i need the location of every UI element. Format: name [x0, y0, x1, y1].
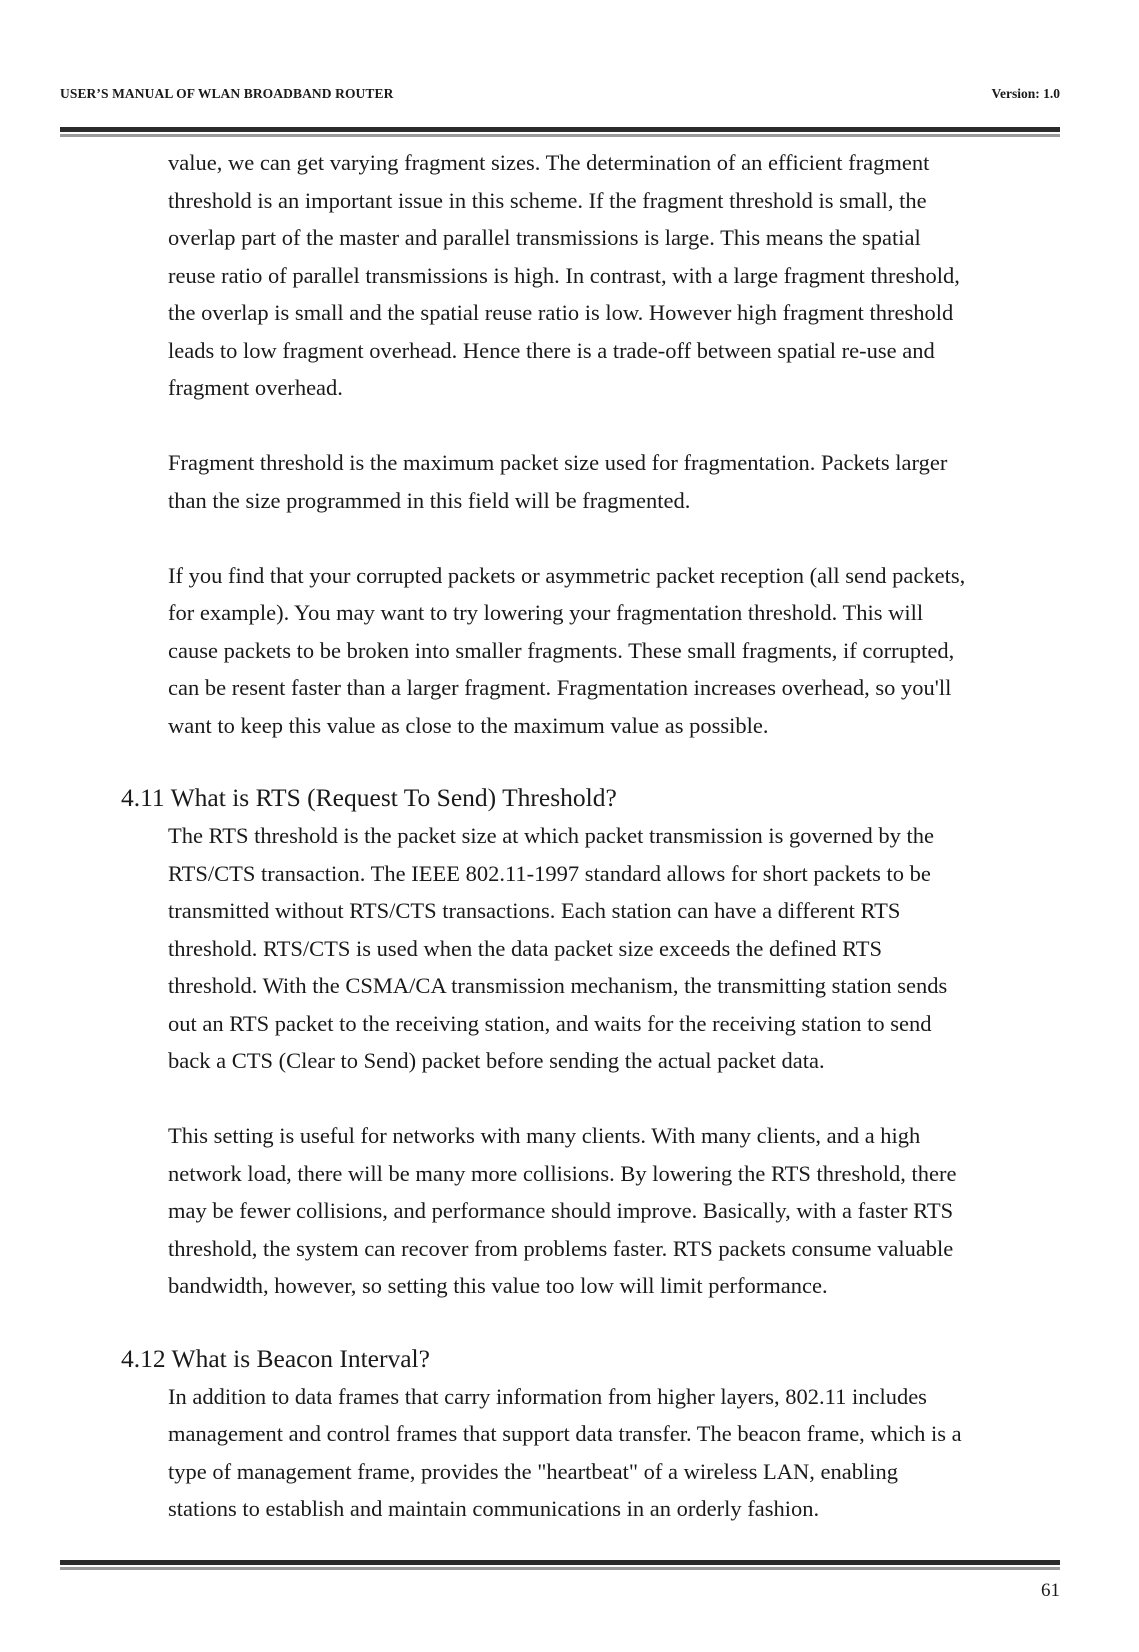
version-label: Version: 1.0 — [991, 86, 1060, 101]
body-paragraph: value, we can get varying fragment sizes. The determination of an efficient fragment threshold is an important issue in this scheme. If the fragment threshold is small, the overlap part of the master and parallel transmissions is large. This means the spatial reuse ratio of parallel transmissions is high. In contrast, with a large fragment threshold, the overlap is small and the spatial reuse ratio is low. However high fragment threshold leads to low fragment overhead. Hence there is a trade-off between spatial re-use and fragment overhead. — [168, 150, 960, 400]
section-heading-4-12: 4.12 What is Beacon Interval? — [121, 1343, 430, 1373]
footer-rule — [60, 1560, 1060, 1570]
header-rule — [60, 127, 1060, 137]
page-body — [121, 144, 1068, 1528]
body-paragraph: Fragment threshold is the maximum packet size used for fragmentation. Packets larger than the size programmed in this field will be fragmented. — [168, 450, 948, 513]
body-paragraph: The RTS threshold is the packet size at which packet transmission is governed by the RTS/CTS transaction. The IEEE 802.11-1997 standard allows for short packets to be transmitted without RTS/CTS transactions. Each station can have a different RTS threshold. RTS/CTS is used when the data packet size exceeds the defined RTS threshold. With the CSMA/CA transmission mechanism, the transmitting station sends out an RTS packet to the receiving station, and waits for the receiving station to send back a CTS (Clear to Send) packet before sending the actual packet data. — [168, 823, 948, 1073]
page-number: 61 — [1041, 1580, 1060, 1601]
body-paragraph: This setting is useful for networks with many clients. With many clients, and a high network load, there will be many more collisions. By lowering the RTS threshold, there may be fewer collisions, and performance should improve. Basically, with a faster RTS threshold, the system can recover from problems faster. RTS packets consume valuable bandwidth, however, so setting this value too low will limit performance. — [168, 1123, 957, 1298]
manual-title: USER’S MANUAL OF WLAN BROADBAND ROUTER — [60, 86, 394, 101]
section-heading-4-11: 4.11 What is RTS (Request To Send) Threshold? — [121, 783, 617, 812]
body-paragraph: In addition to data frames that carry information from higher layers, 802.11 includes management and control frames that support data transfer. The beacon frame, which is a type of management frame, provides the "heartbeat" of a wireless LAN, enabling stations to establish and maintain communications in an orderly fashion. — [168, 1383, 962, 1521]
body-paragraph: If you find that your corrupted packets or asymmetric packet reception (all send packets, for example). You may want to try lowering your fragmentation threshold. This will cause packets to be broken into smaller fragments. These small fragments, if corrupted, can be resent faster than a larger fragment. Fragmentation increases overhead, so you'll want to keep this value as close to the maximum value as possible. — [168, 562, 966, 738]
